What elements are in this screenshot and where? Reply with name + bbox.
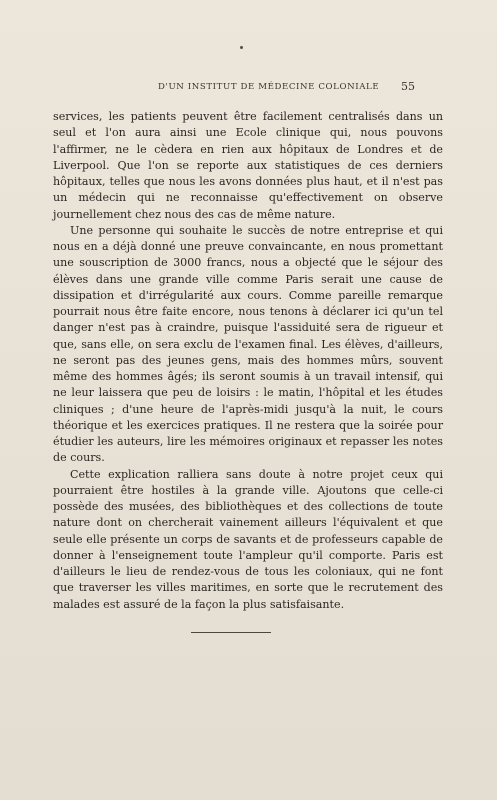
body-text xyxy=(53,109,443,613)
paragraph-continuation: services, les patients peuvent être facilement centralisés dans un seul et l'on aura ainsi une Ecole clinique qui, nous pouvons l'affirmer, ne le cèdera en rien aux hôpitaux de Londres et de Liverpool. Que l'on se reporte aux statistiques de ces derniers hôpitaux, telles que nous les avons données plus haut, et il n'est pas un médecin qui ne reconnaisse qu'effectivement on observe journellement chez nous des cas de même nature. xyxy=(53,110,443,221)
running-title: D'UN INSTITUT DE MÉDECINE COLONIALE xyxy=(158,82,380,92)
page-number: 55 xyxy=(401,80,415,93)
paragraph-conclusion: Cette explication ralliera sans doute à notre projet ceux qui pourraient être hostiles à la grande ville. Ajoutons que celle-ci possède des musées, des bibliothèques et des collections de toute nature dont on chercherait vainement ailleurs l'équivalent et que seule elle présente un corps de savants et de professeurs capable de donner à l'enseignement toute l'ampleur qu'il comporte. Paris est d'ailleurs le lieu de rendez-vous de tous les coloniaux, qui ne font que traverser les villes maritimes, en sorte que le recrutement des malades est assuré de la façon la plus satisfaisante. xyxy=(53,467,443,611)
paragraph-objection: Une personne qui souhaite le succès de notre entreprise et qui nous en a déjà donné une preuve convaincante, en nous promettant une souscription de 3000 francs, nous a objecté que le séjour des élèves dans une grande ville comme Paris serait une cause de dissipation et d'irrégularité aux cours. Comme pareille remarque pourrait nous être faite encore, nous tenons à déclarer ici qu'un tel danger n'est pas à craindre, puisque l'assiduité sera de rigueur et que, sans elle, on sera exclu de l'examen final. Les élèves, d'ailleurs, ne seront pas des jeunes gens, mais des hommes mûrs, souvent même des hommes âgés; ils seront soumis à un travail intensif, qui ne leur laissera que peu de loisirs : le matin, l'hôpital et les études cliniques ; d'une heure de l'après-midi jusqu'à la nuit, le cours théorique et les exercices pratiques. Il ne restera que la soirée pour étudier les auteurs, lire les mémoires originaux et repasser les notes de cours. xyxy=(53,223,443,465)
ink-speck xyxy=(240,46,243,49)
section-end-rule xyxy=(191,632,271,633)
